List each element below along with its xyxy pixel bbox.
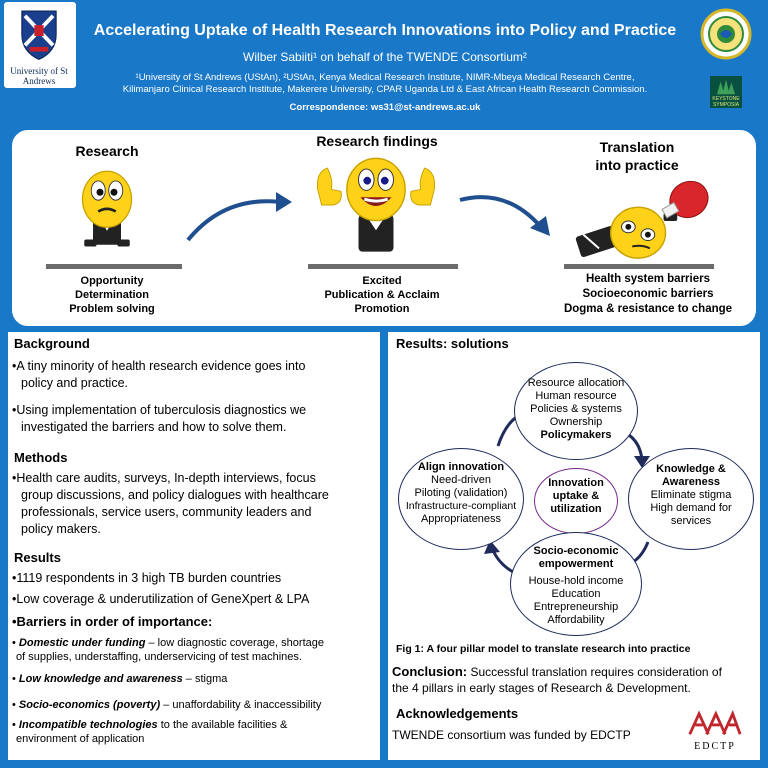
acknowledgements-text: TWENDE consortium was funded by EDCTP xyxy=(392,728,631,742)
conclusion-label: Conclusion: xyxy=(392,664,468,679)
figure-caption: Fig 1: A four pillar model to translate research into practice xyxy=(396,643,691,655)
caption-promotion: Promotion xyxy=(354,303,410,315)
methods-line-3: professionals, service users, community leaders and xyxy=(21,505,312,519)
socio-label-1: Socio-economic xyxy=(533,545,619,557)
conclusion-line-2: the 4 pillars in early stages of Research & Development. xyxy=(392,681,691,695)
barrier-1-detail: – low diagnostic coverage, shortage xyxy=(145,637,324,649)
translation-title-line-1: Translation xyxy=(599,139,675,155)
edctp-logo-icon xyxy=(684,710,744,738)
policy-label: Policymakers xyxy=(540,429,612,441)
flow-arrow-2-icon xyxy=(456,180,566,240)
background-bullet-1-line-1: •A tiny minority of health research evidence goes into xyxy=(12,359,306,373)
barrier-3-title: Socio-economics (poverty) xyxy=(18,699,161,711)
findings-captions xyxy=(292,274,472,316)
translation-title xyxy=(572,138,702,174)
background-bullet-1 xyxy=(12,358,378,392)
align-label: Align innovation xyxy=(417,461,505,473)
author-line: Wilber Sabiiti¹ on behalf of the TWENDE Consortium² xyxy=(243,50,527,64)
methods-heading: Methods xyxy=(14,450,68,465)
policy-line-2: Human resource xyxy=(535,390,617,402)
conclusion xyxy=(392,664,760,696)
barrier-4: • Incompatible technologies to the available facilities & environment of application xyxy=(12,718,378,746)
translation-captions xyxy=(548,272,748,317)
conclusion-text: Successful translation requires consideration of xyxy=(467,665,722,679)
solutions-heading: Results: solutions xyxy=(396,336,509,351)
pillar-policymakers xyxy=(514,362,638,460)
results-heading: Results xyxy=(14,550,61,565)
methods-text xyxy=(12,470,378,538)
knowledge-label-2: Awareness xyxy=(662,476,720,488)
results-bullet-2: •Low coverage & underutilization of GeneXpert & LPA xyxy=(12,592,310,606)
socio-line-2: Education xyxy=(551,588,601,600)
barrier-4-line-2: environment of application xyxy=(16,733,145,745)
socio-label-2: empowerment xyxy=(538,558,614,570)
center-line-1: Innovation xyxy=(548,477,604,489)
worried-emoji-icon xyxy=(72,162,142,254)
knowledge-label-1: Knowledge & xyxy=(656,463,726,475)
research-flow-panel xyxy=(10,128,758,328)
knowledge-line-2: High demand for xyxy=(650,502,732,514)
background-bullet-1-line-2: policy and practice. xyxy=(21,376,129,390)
keystone-symposia-logo xyxy=(710,76,742,108)
background-heading: Background xyxy=(14,336,90,351)
methods-line-1: •Health care audits, surveys, In-depth interviews, focus xyxy=(12,471,316,485)
university-name: University of St Andrews xyxy=(10,66,68,86)
barrier-3-detail: – unaffordability & inaccessibility xyxy=(160,699,322,711)
translation-title-line-2: into practice xyxy=(595,157,679,173)
affiliations xyxy=(80,72,690,96)
knocked-down-emoji-icon xyxy=(568,176,718,264)
caption-opportunity: Opportunity xyxy=(80,275,144,287)
policy-line-3: Policies & systems xyxy=(530,403,622,415)
translation-floor xyxy=(564,264,714,269)
align-line-2: Piloting (validation) xyxy=(414,487,508,499)
align-line-4: Appropriateness xyxy=(420,513,502,525)
acknowledgements-heading: Acknowledgements xyxy=(396,706,519,721)
excited-thumbs-up-emoji-icon xyxy=(308,150,444,258)
findings-floor xyxy=(308,264,458,269)
methods-line-4: policy makers. xyxy=(21,522,101,536)
background-bullet-2 xyxy=(12,402,378,436)
center-line-3: utilization xyxy=(550,503,602,515)
policy-line-1: Resource allocation xyxy=(527,377,625,389)
align-line-3: Infrastructure-compliant xyxy=(405,500,517,512)
socio-line-3: Entrepreneurship xyxy=(533,601,619,613)
findings-title: Research findings xyxy=(316,133,438,149)
st-andrews-crest-icon xyxy=(18,8,60,64)
pillar-socio-economic xyxy=(510,532,642,636)
tree-icon xyxy=(710,78,742,96)
results-bullet-1: •1119 respondents in 3 high TB burden countries xyxy=(12,571,282,585)
left-column xyxy=(6,330,382,762)
caption-publication: Publication & Acclaim xyxy=(324,289,440,301)
barrier-1 xyxy=(12,636,378,664)
keystone-label: KEYSTONE SYMPOSIA xyxy=(712,96,740,108)
barrier-1-line-2: of supplies, understaffing, underservicing of test machines. xyxy=(16,651,302,663)
eac-logo-icon xyxy=(700,8,752,60)
barrier-1-title: Domestic under funding xyxy=(18,637,146,649)
pillar-center xyxy=(534,468,618,534)
barrier-4-detail: to the available facilities & xyxy=(157,719,288,731)
center-line-2: uptake & xyxy=(552,490,600,502)
pillar-align-innovation xyxy=(398,448,524,550)
pillar-knowledge-awareness xyxy=(628,448,754,550)
poster-title: Accelerating Uptake of Health Research Innovations into Policy and Practice xyxy=(93,22,677,39)
barriers-heading: •Barriers in order of importance: xyxy=(12,614,213,629)
caption-problem-solving: Problem solving xyxy=(69,303,155,315)
barrier-1-line-1: • Domestic under funding – low diagnostic coverage, shortage xyxy=(12,637,324,649)
right-column xyxy=(386,330,762,762)
policy-line-4: Ownership xyxy=(549,416,603,428)
background-bullet-2-line-1: •Using implementation of tuberculosis diagnostics we xyxy=(12,403,307,417)
header xyxy=(0,0,768,122)
caption-determination: Determination xyxy=(75,289,149,301)
knowledge-line-3: services xyxy=(670,515,712,527)
caption-socioeconomic-barriers: Socioeconomic barriers xyxy=(582,288,714,300)
caption-health-system-barriers: Health system barriers xyxy=(585,273,710,285)
barrier-3: • Socio-economics (poverty) – unaffordability & inaccessibility xyxy=(12,699,322,711)
align-line-1: Need-driven xyxy=(431,474,491,486)
research-captions xyxy=(42,274,182,316)
caption-excited: Excited xyxy=(362,275,402,287)
barrier-4-title: Incompatible technologies xyxy=(18,719,158,731)
background-bullet-2-line-2: investigated the barriers and how to solve them. xyxy=(21,420,287,434)
research-floor xyxy=(46,264,182,269)
research-title: Research xyxy=(75,143,139,159)
edctp-label: EDCTP xyxy=(694,741,736,752)
barrier-2-title: Low knowledge and awareness xyxy=(18,673,183,685)
methods-line-2: group discussions, and policy dialogues with healthcare xyxy=(21,488,329,502)
affiliations-line-1: ¹University of St Andrews (UStAn), ²UStAn, Kenya Medical Research Institute, NIMR-Mbeya Medical Research Centre, xyxy=(135,72,635,83)
barrier-2-detail: – stigma xyxy=(182,673,228,685)
socio-line-1: House-hold income xyxy=(528,575,624,587)
flow-arrow-1-icon xyxy=(184,186,294,246)
affiliations-line-2: Kilimanjaro Clinical Research Institute, Makerere University, CPAR Uganda Ltd & East African Health Research Commission. xyxy=(122,84,648,95)
barrier-2: • Low knowledge and awareness – stigma xyxy=(12,673,228,685)
knowledge-line-1: Eliminate stigma xyxy=(650,489,732,501)
correspondence: Correspondence: ws31@st-andrews.ac.uk xyxy=(289,102,481,113)
caption-dogma: Dogma & resistance to change xyxy=(563,303,733,315)
socio-line-4: Affordability xyxy=(547,614,605,626)
